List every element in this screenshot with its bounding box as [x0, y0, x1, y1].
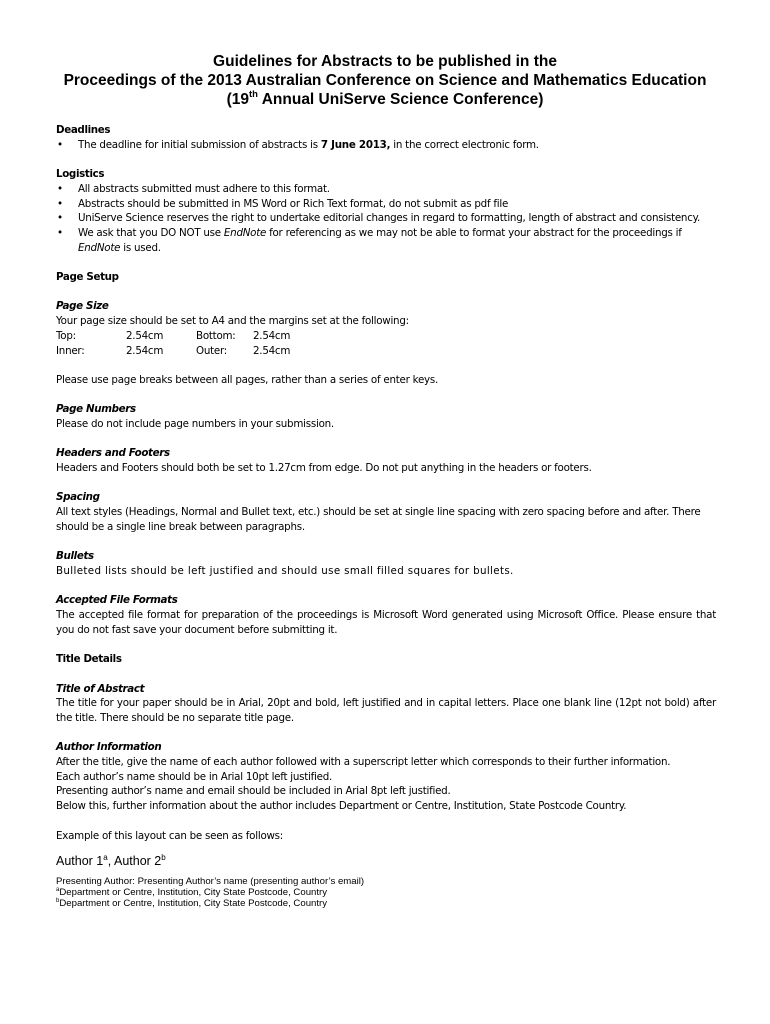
title-details-heading: Title Details — [56, 653, 122, 666]
affiliation-a-superscript: a — [56, 887, 60, 894]
affiliation-b-text: Department or Centre, Institution, City State Postcode, Country — [59, 898, 328, 910]
page-numbers-text: Please do not include page numbers in your submission. — [56, 417, 334, 430]
example-authors — [56, 850, 716, 869]
deadline-date: 7 June 2013, — [320, 138, 391, 151]
example-author-2: Author 2 — [113, 854, 162, 869]
file-formats-heading: Accepted File Formats — [56, 594, 178, 607]
title-line-3-prefix: (19 — [226, 91, 250, 108]
example-affiliation-b — [56, 898, 716, 909]
page-size-intro: Your page size should be set to A4 and the margins set at the following: — [56, 315, 409, 328]
endnote-term: EndNote — [78, 241, 121, 254]
page-size-heading: Page Size — [56, 300, 109, 313]
affiliation-b-superscript: b — [56, 898, 60, 905]
example-intro: Example of this layout can be seen as follows: — [56, 829, 284, 842]
margin-bottom-label: Bottom: — [196, 329, 236, 342]
page-numbers-heading: Page Numbers — [56, 403, 136, 416]
author-2-superscript: b — [161, 853, 166, 863]
deadline-text: The deadline for initial submission of abstracts is — [78, 138, 321, 151]
title-line-3 — [0, 90, 770, 109]
affiliation-a-text: Department or Centre, Institution, City State Postcode, Country — [59, 887, 328, 899]
endnote-term: EndNote — [223, 226, 267, 239]
file-formats-text: The accepted file format for preparation of the proceedings is Microsoft Word generated using Microsoft Office. Please ensure that you do not fast save your document before submitting it. — [56, 609, 716, 636]
title-line-1: Guidelines for Abstracts to be published in the — [213, 53, 557, 70]
bullets-text: Bulleted lists should be left justified and should use small filled squares for bullets. — [56, 564, 514, 577]
deadlines-heading: Deadlines — [56, 124, 111, 136]
title-of-abstract-text: The title for your paper should be in Arial, 20pt and bold, left justified and in capital letters. Place one blank line (12pt not bold) after the title. There should be no separate title page. — [56, 697, 716, 724]
spacing-heading: Spacing — [56, 491, 100, 504]
deadline-text-end: in the correct electronic form. — [390, 138, 539, 151]
example-affiliation-a — [56, 887, 716, 898]
margins-table — [56, 329, 716, 358]
title-line-3-suffix: Annual UniServe Science Conference) — [257, 91, 544, 108]
document-title — [0, 52, 770, 109]
deadline-item — [56, 138, 716, 153]
logistics-item-text: We ask that you DO NOT use — [78, 226, 224, 239]
margin-bottom-value: 2.54cm — [253, 329, 291, 342]
logistics-item: • All abstracts submitted must adhere to this format. — [56, 182, 716, 197]
author-info-line: Below this, further information about the author includes Department or Centre, Institution, State Postcode Country. — [56, 800, 627, 813]
author-info-line: Presenting author’s name and email should be included in Arial 8pt left justified. — [56, 785, 451, 798]
margin-top-label: Top: — [56, 329, 76, 342]
margin-outer-label: Outer: — [196, 344, 228, 357]
deadlines-list — [56, 138, 716, 153]
logistics-item: • Abstracts should be submitted in MS Word or Rich Text format, do not submit as pdf file — [56, 197, 716, 212]
title-line-2: Proceedings of the 2013 Australian Conference on Science and Mathematics Education — [63, 72, 707, 89]
author-information-heading: Author Information — [56, 741, 162, 754]
example-author-1: Author 1 — [56, 854, 104, 869]
title-of-abstract-heading: Title of Abstract — [56, 682, 145, 695]
margin-top-value: 2.54cm — [126, 329, 164, 342]
headers-footers-text: Headers and Footers should both be set to 1.27cm from edge. Do not put anything in the headers or footers. — [56, 462, 592, 475]
title-superscript: th — [249, 88, 258, 100]
author-separator: , — [107, 854, 114, 869]
page-breaks-note: Please use page breaks between all pages, rather than a series of enter keys. — [56, 373, 439, 386]
logistics-item — [56, 226, 716, 255]
spacing-text: All text styles (Headings, Normal and Bullet text, etc.) should be set at single line spacing with zero spacing before and after. There should be a single line break between paragraphs. — [56, 506, 701, 533]
logistics-item-text: for referencing as we may not be able to format your abstract for the proceedings if — [266, 226, 682, 239]
logistics-list — [56, 182, 716, 256]
author-info-line: After the title, give the name of each author followed with a superscript letter which corresponds to their further information. — [56, 756, 671, 769]
margin-outer-value: 2.54cm — [253, 344, 291, 357]
margin-inner-value: 2.54cm — [126, 344, 164, 357]
example-presenting-author: Presenting Author: Presenting Author’s name (presenting author’s email) — [56, 876, 365, 888]
bullets-heading: Bullets — [56, 550, 94, 563]
document-body — [56, 123, 716, 909]
margin-inner-label: Inner: — [56, 344, 85, 357]
example-affiliations — [56, 876, 716, 909]
author-info-line: Each author’s name should be in Arial 10pt left justified. — [56, 770, 333, 783]
logistics-item-text: is used. — [120, 241, 161, 254]
logistics-item: • UniServe Science reserves the right to undertake editorial changes in regard to formatting, length of abstract and consistency. — [56, 211, 716, 226]
author-1-superscript: a — [103, 853, 108, 863]
logistics-heading: Logistics — [56, 168, 105, 181]
page-setup-heading: Page Setup — [56, 271, 119, 283]
headers-footers-heading: Headers and Footers — [56, 447, 170, 460]
